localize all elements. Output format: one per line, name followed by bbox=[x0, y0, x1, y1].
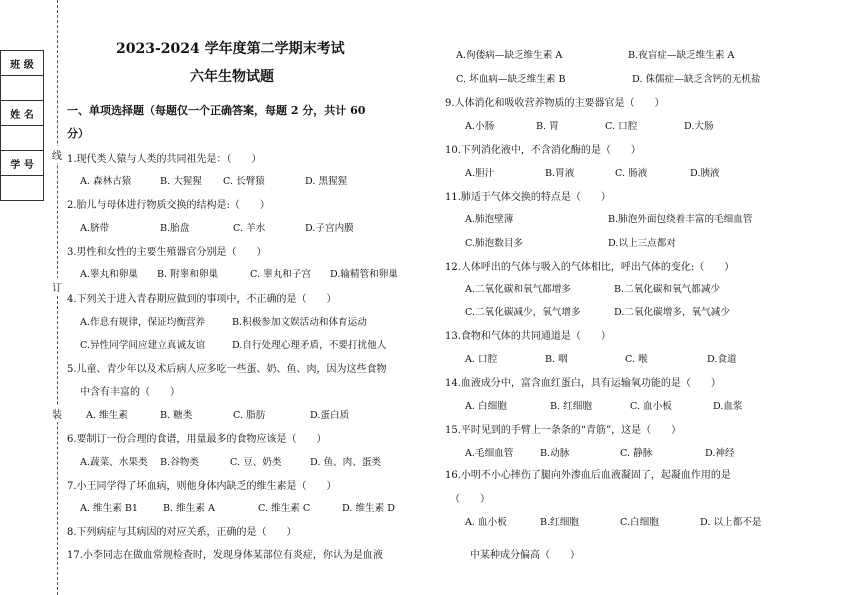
q11-option-d[interactable]: D.以上三点都对 bbox=[608, 238, 676, 249]
q5-option-c[interactable]: C. 脂肪 bbox=[233, 410, 266, 421]
q6-option-d[interactable]: D. 鱼、肉、蛋类 bbox=[310, 457, 382, 468]
q9-option-d[interactable]: D.大肠 bbox=[684, 121, 714, 132]
q16-option-b[interactable]: B.红细胞 bbox=[540, 517, 579, 528]
student-id-label: 学 号 bbox=[1, 151, 44, 176]
q7-option-c[interactable]: C. 维生素 C bbox=[258, 503, 311, 514]
question-16-cont: （ ） bbox=[450, 494, 490, 505]
q13-option-c[interactable]: C. 喉 bbox=[625, 354, 648, 365]
section-heading-cont: 分） bbox=[67, 127, 89, 140]
q5-option-a[interactable]: A. 维生素 bbox=[86, 410, 128, 421]
question-17: 17.小李同志在做血常规检查时，发现身体某部位有炎症，你认为是血液 bbox=[67, 550, 383, 561]
binding-mark-zhuang: 装 bbox=[52, 405, 62, 422]
q13-option-b[interactable]: B. 咽 bbox=[545, 354, 568, 365]
question-3: 3.男性和女性的主要生殖器官分别是（ ） bbox=[67, 247, 267, 258]
q13-option-a[interactable]: A. 口腔 bbox=[465, 354, 498, 365]
q16-option-d[interactable]: D. 以上都不是 bbox=[700, 517, 762, 528]
q10-option-c[interactable]: C. 肠液 bbox=[615, 168, 648, 179]
q9-option-c[interactable]: C. 口腔 bbox=[605, 121, 638, 132]
q15-option-d[interactable]: D.神经 bbox=[705, 448, 735, 459]
q16-option-c[interactable]: C.白细胞 bbox=[620, 517, 659, 528]
q5-option-d[interactable]: D.蛋白质 bbox=[310, 410, 350, 421]
q1-option-d[interactable]: D. 黑猩猩 bbox=[305, 176, 348, 187]
question-6: 6.要制订一份合理的食谱，用量最多的食物应该是（ ） bbox=[67, 434, 327, 445]
question-7: 7.小王同学得了坏血病，则他身体内缺乏的维生素是（ ） bbox=[67, 481, 337, 492]
q6-option-a[interactable]: A.蔬菜、水果类 bbox=[80, 457, 148, 468]
question-5: 5.儿童、青少年以及术后病人应多吃一些蛋、奶、鱼、肉，因为这些食物 bbox=[67, 364, 387, 375]
q2-option-b[interactable]: B.胎盘 bbox=[160, 223, 190, 234]
question-13: 13.食物和气体的共同通道是（ ） bbox=[445, 331, 611, 342]
q15-option-a[interactable]: A.毛细血管 bbox=[465, 448, 514, 459]
q8-option-b[interactable]: B.夜盲症—缺乏维生素 A bbox=[628, 50, 735, 61]
q4-option-b[interactable]: B.积极参加文娱活动和体育运动 bbox=[232, 317, 367, 328]
q16-option-a[interactable]: A. 血小板 bbox=[465, 517, 507, 528]
q5-option-b[interactable]: B. 糖类 bbox=[160, 410, 193, 421]
binding-mark-ding: 订 bbox=[52, 278, 62, 295]
exam-subtitle: 六年生物试题 bbox=[190, 69, 274, 85]
binding-mark-line: 线 bbox=[52, 146, 62, 163]
q7-option-a[interactable]: A. 维生素 B1 bbox=[80, 503, 139, 514]
q9-option-a[interactable]: A.小肠 bbox=[465, 121, 495, 132]
question-16: 16.小明不小心摔伤了腿向外渗血后血液凝固了，起凝血作用的是 bbox=[445, 470, 731, 481]
q1-option-a[interactable]: A. 森林古猿 bbox=[80, 176, 132, 187]
q2-option-a[interactable]: A.脐带 bbox=[80, 223, 110, 234]
question-14: 14.血液成分中，富含血红蛋白，具有运输氧功能的是（ ） bbox=[445, 378, 721, 389]
q4-option-c[interactable]: C.异性同学间应建立真诚友谊 bbox=[80, 340, 206, 351]
question-9: 9.人体消化和吸收营养物质的主要器官是（ ） bbox=[445, 98, 665, 109]
q12-option-b[interactable]: B.二氧化碳和氧气都减少 bbox=[614, 284, 721, 295]
q8-option-a[interactable]: A.佝偻病—缺乏维生素 A bbox=[456, 50, 563, 61]
question-5-cont: 中含有丰富的（ ） bbox=[80, 387, 180, 398]
q11-option-b[interactable]: B.肺泡外面包绕着丰富的毛细血管 bbox=[608, 214, 753, 225]
question-15: 15.平时见到的手臂上一条条的“青筋”，这是（ ） bbox=[445, 425, 682, 436]
question-1: 1.现代类人猿与人类的共同祖先是：（ ） bbox=[67, 154, 262, 165]
q3-option-d[interactable]: D.输精管和卵巢 bbox=[330, 269, 398, 280]
q9-option-b[interactable]: B. 胃 bbox=[536, 121, 559, 132]
question-10: 10.下列消化液中，不含消化酶的是（ ） bbox=[445, 145, 641, 156]
q15-option-b[interactable]: B.动脉 bbox=[540, 448, 570, 459]
q1-option-c[interactable]: C. 长臂猿 bbox=[223, 176, 265, 187]
name-field[interactable] bbox=[1, 126, 44, 151]
q12-option-c[interactable]: C.二氧化碳减少，氧气增多 bbox=[465, 307, 581, 318]
q11-option-a[interactable]: A.肺泡壁薄 bbox=[465, 214, 514, 225]
question-11: 11.肺适于气体交换的特点是（ ） bbox=[445, 192, 611, 203]
q2-option-d[interactable]: D.子宫内膜 bbox=[305, 223, 354, 234]
q14-option-d[interactable]: D.血浆 bbox=[713, 401, 743, 412]
question-12: 12.人体呼出的气体与吸入的气体相比，呼出气体的变化:（ ） bbox=[445, 262, 735, 273]
question-8: 8.下列病症与其病因的对应关系，正确的是（ ） bbox=[67, 527, 297, 538]
q10-option-d[interactable]: D.胰液 bbox=[690, 168, 720, 179]
q14-option-b[interactable]: B. 红细胞 bbox=[550, 401, 592, 412]
q6-option-c[interactable]: C. 豆、奶类 bbox=[230, 457, 282, 468]
student-id-field[interactable] bbox=[1, 176, 44, 201]
q1-option-b[interactable]: B. 大猩猩 bbox=[160, 176, 202, 187]
question-4: 4.下列关于进入青春期应做到的事项中，不正确的是（ ） bbox=[67, 294, 337, 305]
class-label: 班 级 bbox=[1, 51, 44, 76]
section-heading: 一、单项选择题（每题仅一个正确答案，每题 2 分，共计 60 bbox=[67, 104, 366, 117]
q3-option-a[interactable]: A.睾丸和卵巢 bbox=[80, 269, 138, 280]
question-17-cont: 中某种成分偏高（ ） bbox=[470, 550, 580, 561]
q15-option-c[interactable]: C. 静脉 bbox=[620, 448, 653, 459]
q14-option-a[interactable]: A. 白细胞 bbox=[465, 401, 507, 412]
q8-option-d[interactable]: D. 侏儒症—缺乏含钙的无机盐 bbox=[632, 74, 761, 85]
q10-option-b[interactable]: B.胃液 bbox=[545, 168, 575, 179]
q4-option-d[interactable]: D.自行处理心理矛盾，不要打扰他人 bbox=[232, 340, 387, 351]
q6-option-b[interactable]: B.谷物类 bbox=[160, 457, 199, 468]
q10-option-a[interactable]: A.胆汁 bbox=[465, 168, 495, 179]
q8-option-c[interactable]: C. 坏血病—缺乏维生素 B bbox=[456, 74, 566, 85]
name-label: 姓 名 bbox=[1, 101, 44, 126]
q3-option-c[interactable]: C. 睾丸和子宫 bbox=[250, 269, 312, 280]
class-field[interactable] bbox=[1, 76, 44, 101]
binding-dashed-line bbox=[57, 0, 58, 595]
q4-option-a[interactable]: A.作息有规律，保证均衡营养 bbox=[80, 317, 206, 328]
question-2: 2.胎儿与母体进行物质交换的结构是:（ ） bbox=[67, 200, 270, 211]
exam-title: 2023-2024 学年度第二学期末考试 bbox=[116, 41, 345, 57]
q13-option-d[interactable]: D.食道 bbox=[707, 354, 737, 365]
q11-option-c[interactable]: C.肺泡数目多 bbox=[465, 238, 524, 249]
q12-option-a[interactable]: A.二氧化碳和氧气都增多 bbox=[465, 284, 571, 295]
q7-option-d[interactable]: D. 维生素 D bbox=[342, 503, 395, 514]
q3-option-b[interactable]: B. 附睾和卵巢 bbox=[157, 269, 219, 280]
q12-option-d[interactable]: D.二氧化碳增多，氧气减少 bbox=[614, 307, 730, 318]
student-info-table bbox=[0, 50, 44, 201]
q7-option-b[interactable]: B. 维生素 A bbox=[163, 503, 215, 514]
q14-option-c[interactable]: C. 血小板 bbox=[630, 401, 672, 412]
q2-option-c[interactable]: C. 羊水 bbox=[233, 223, 266, 234]
